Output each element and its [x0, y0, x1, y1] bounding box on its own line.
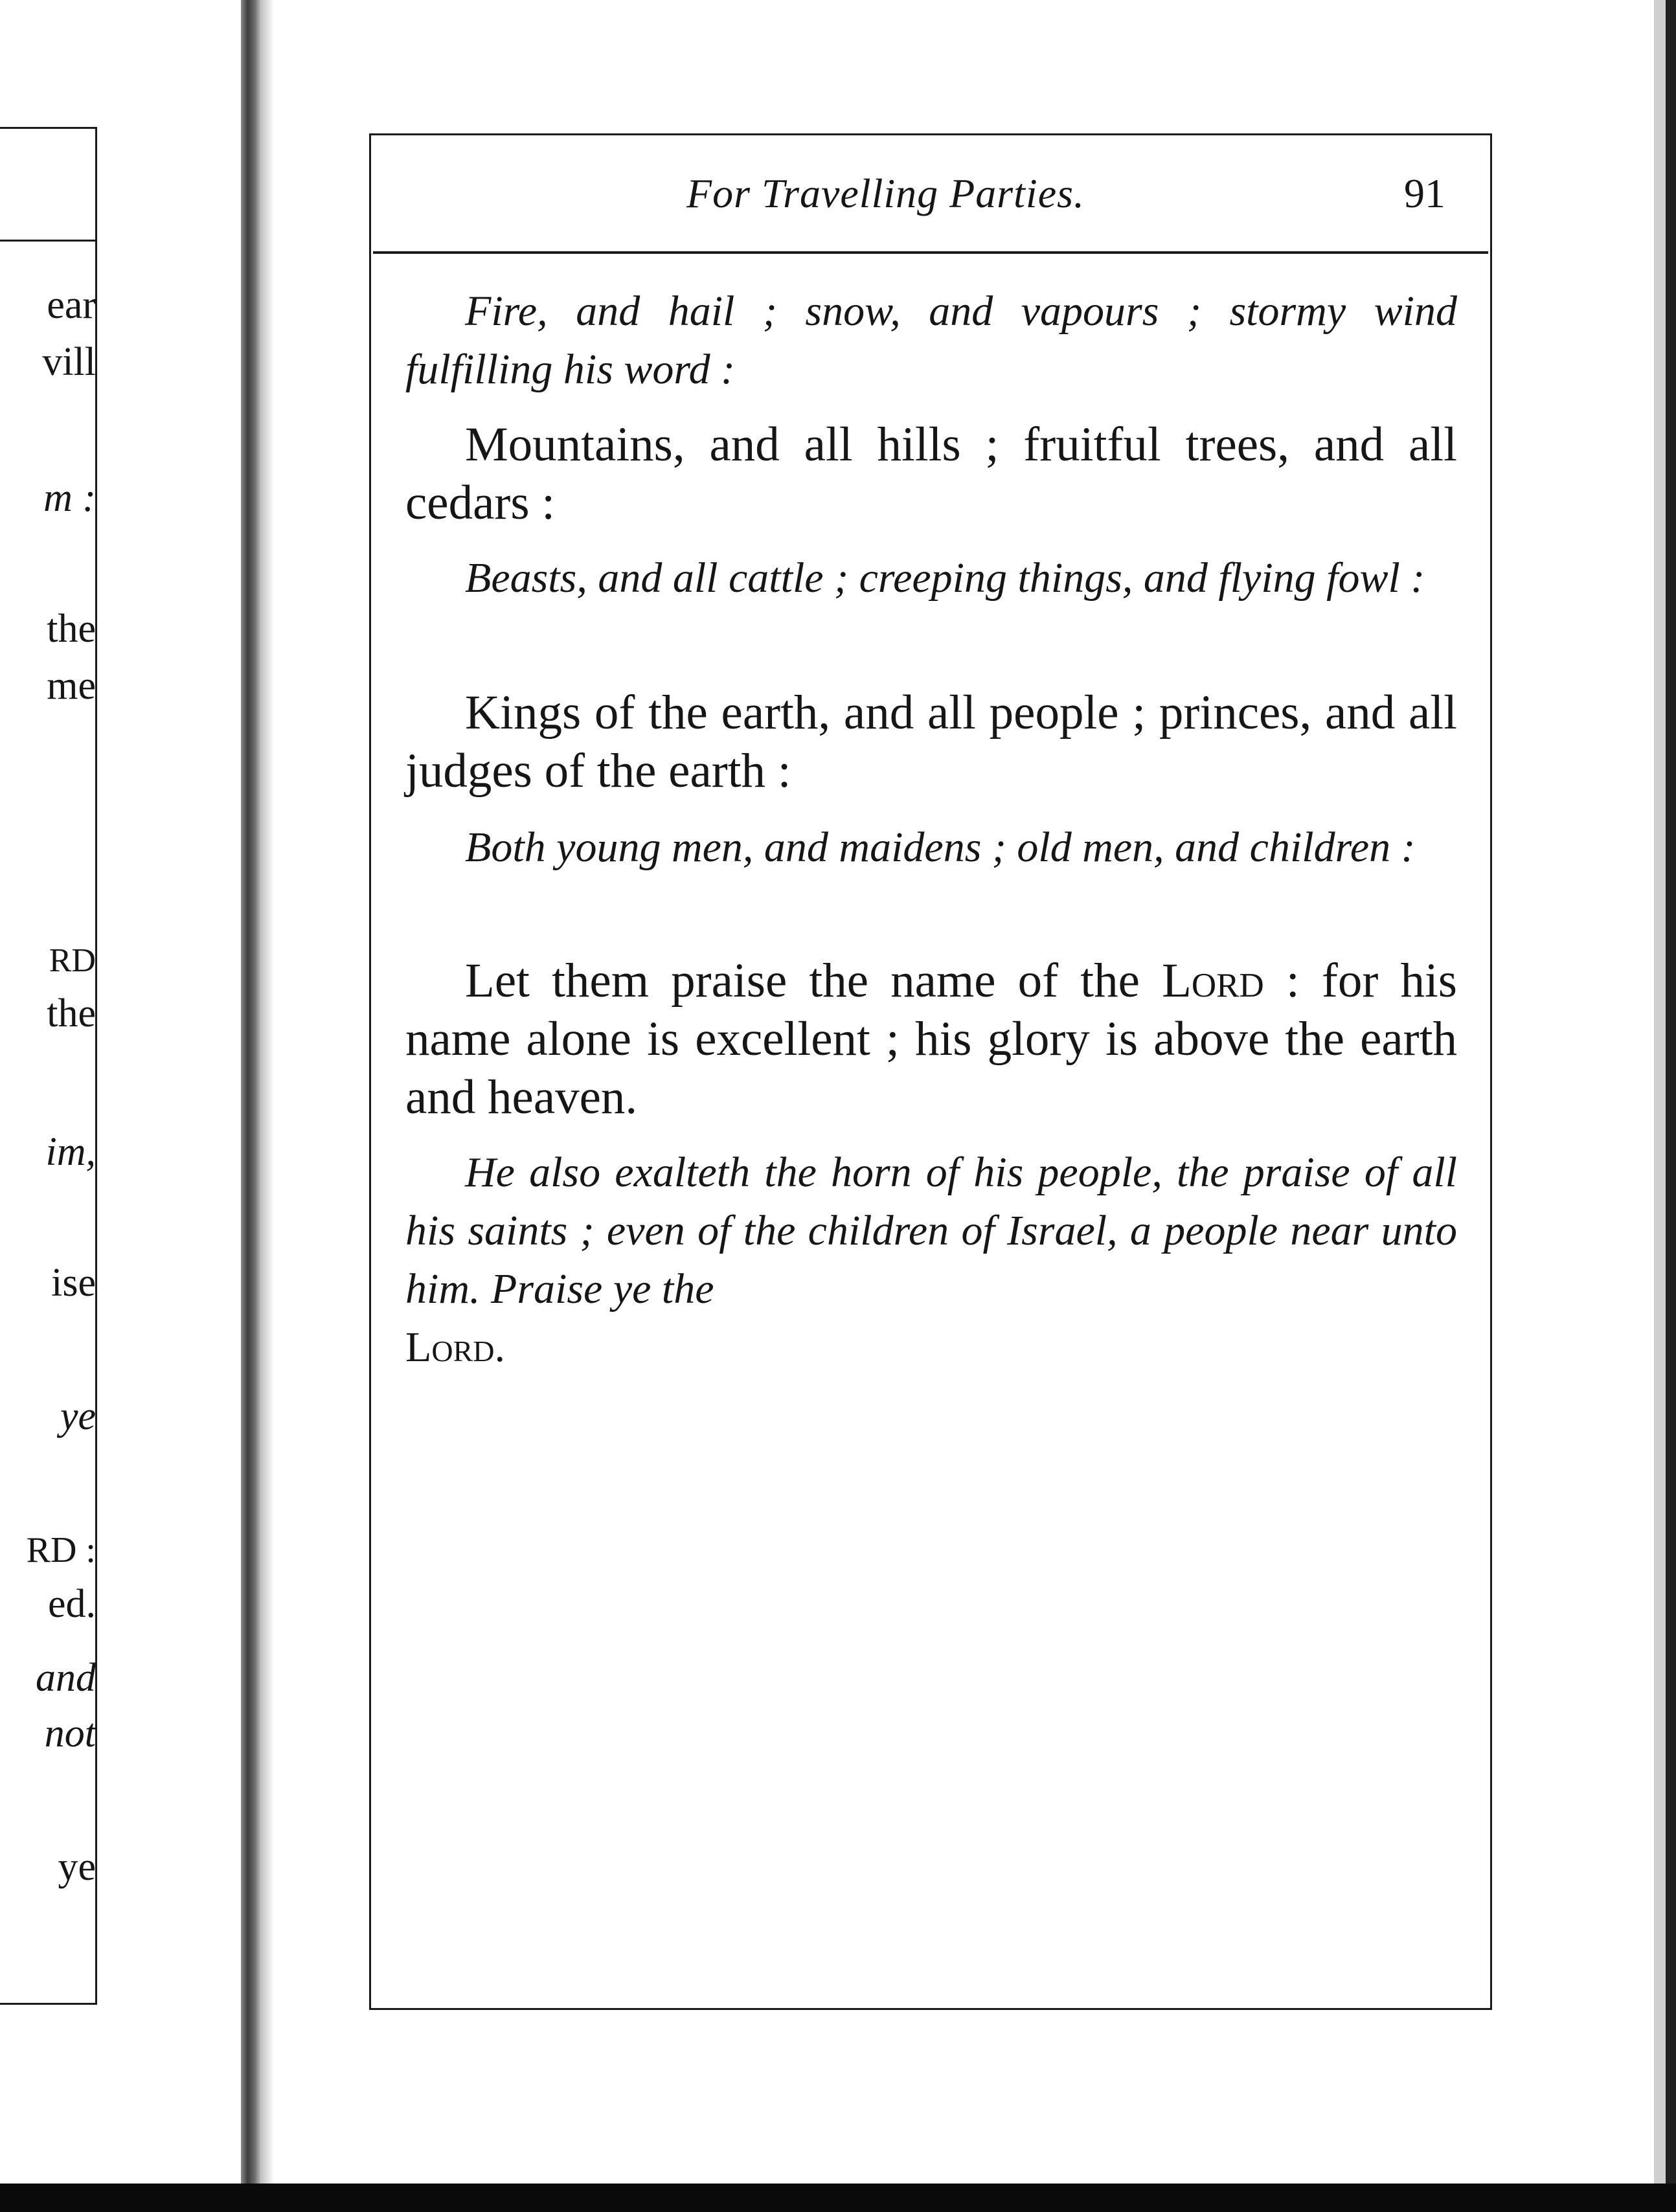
fragment-line: ear [47, 283, 96, 327]
scan-edge [1666, 0, 1676, 2212]
fragment-line: im, [45, 1130, 96, 1174]
fragment-line: RD : [26, 1530, 96, 1570]
verse-1: Fire, and hail ; snow, and vapours ; stormy wind fulfilling his word : [405, 288, 1457, 393]
page-number: 91 [1404, 170, 1445, 216]
fragment-line: ed. [47, 1582, 96, 1626]
verse-7: He also exalteth the horn of his people, the praise of all his saints ; even of the children of Israel, a people near unto him. Praise ye the Lord. [405, 1149, 1457, 1371]
verse-5: Both young men, and maidens ; old men, and children : [465, 824, 1416, 871]
verse-3: Beasts, and all cattle ; creeping things, and flying fowl : [465, 554, 1425, 602]
fragment-line: the [47, 991, 96, 1035]
verse-6: Let them praise the name of the Lord : for his name alone is excellent ; his glory is above the earth and heaven. [405, 954, 1457, 1124]
lord-small-caps: Lord [1162, 954, 1264, 1008]
verse-4: Kings of the earth, and all people ; princes, and all judges of the earth : [405, 686, 1457, 798]
fragment-line: ye [60, 1394, 96, 1438]
fragment-line: me [47, 664, 96, 708]
fragment-line: the [47, 607, 96, 651]
fragment-line: m : [43, 476, 96, 520]
fragment-line: vill [42, 340, 96, 384]
fragment-line: ise [51, 1261, 96, 1305]
page-edge [1654, 0, 1666, 2212]
running-head: For Travelling Parties. [686, 170, 1085, 216]
fragment-line: ye [58, 1845, 96, 1889]
verse-2: Mountains, and all hills ; fruitful trees, and all cedars : [405, 418, 1457, 530]
scan-bottom-edge [0, 2184, 1676, 2212]
fragment-line: and [36, 1656, 96, 1700]
book-spine [241, 0, 260, 2212]
fragment-line: RD [49, 942, 96, 979]
lord-small-caps: Lord [405, 1324, 495, 1371]
header-rule [373, 251, 1488, 254]
previous-page-header-rule [0, 240, 97, 242]
spine-shadow [260, 0, 275, 2212]
fragment-line: not [44, 1711, 96, 1755]
